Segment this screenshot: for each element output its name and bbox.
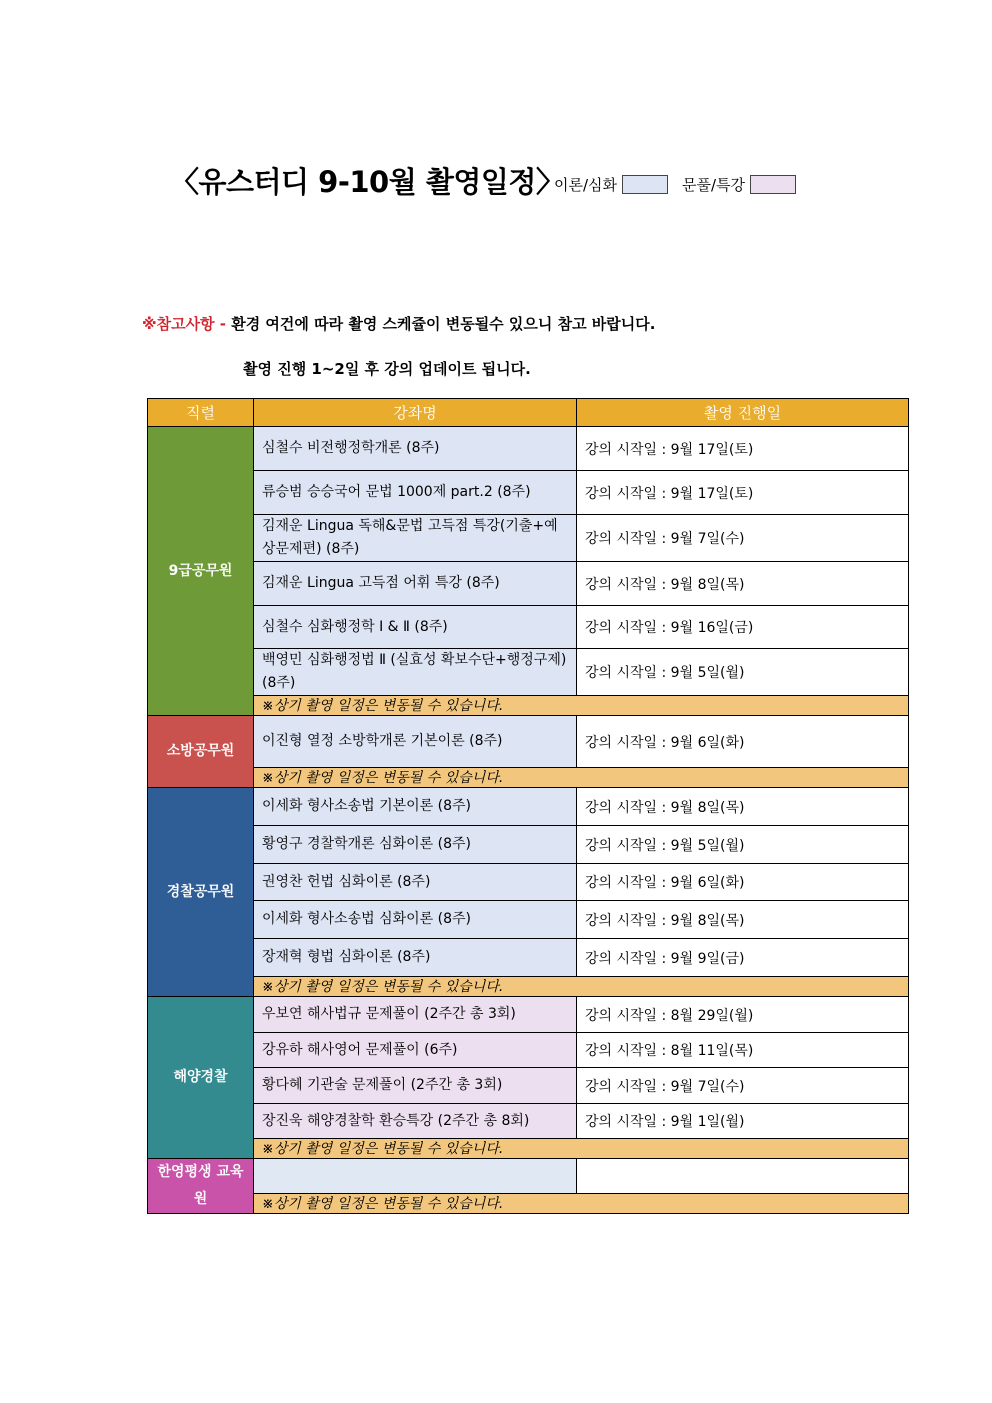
table-header-row bbox=[148, 399, 909, 427]
category-cell: 한영평생 교육원 bbox=[148, 1159, 254, 1214]
course-cell: 이진형 열정 소방학개론 기본이론 (8주) bbox=[254, 716, 577, 768]
table-row bbox=[148, 939, 909, 977]
table-row bbox=[148, 515, 909, 562]
course-cell: 황영구 경찰학개론 심화이론 (8주) bbox=[254, 826, 577, 864]
change-note-row bbox=[148, 696, 909, 716]
change-note: ※상기 촬영 일정은 변동될 수 있습니다. bbox=[254, 1194, 909, 1214]
change-note: ※상기 촬영 일정은 변동될 수 있습니다. bbox=[254, 1139, 909, 1159]
schedule-table bbox=[147, 398, 909, 1214]
date-cell: 강의 시작일 : 9월 7일(수) bbox=[577, 515, 909, 562]
table-row bbox=[148, 997, 909, 1033]
change-note: ※상기 촬영 일정은 변동될 수 있습니다. bbox=[254, 696, 909, 716]
change-note-row bbox=[148, 977, 909, 997]
date-cell bbox=[577, 1159, 909, 1194]
date-cell: 강의 시작일 : 9월 8일(목) bbox=[577, 788, 909, 826]
date-cell: 강의 시작일 : 8월 29일(월) bbox=[577, 997, 909, 1033]
course-cell: 김재운 Lingua 고득점 어휘 특강 (8주) bbox=[254, 562, 577, 606]
update-note: 촬영 진행 1~2일 후 강의 업데이트 됩니다. bbox=[243, 360, 531, 378]
course-cell: 심철수 비전행정학개론 (8주) bbox=[254, 427, 577, 471]
category-cell: 소방공무원 bbox=[148, 716, 254, 788]
date-cell: 강의 시작일 : 9월 17일(토) bbox=[577, 471, 909, 515]
date-cell: 강의 시작일 : 9월 8일(목) bbox=[577, 901, 909, 939]
date-cell: 강의 시작일 : 9월 9일(금) bbox=[577, 939, 909, 977]
course-cell bbox=[254, 1159, 577, 1194]
date-cell: 강의 시작일 : 9월 7일(수) bbox=[577, 1068, 909, 1104]
legend-label-theory: 이론/심화 bbox=[554, 176, 618, 194]
change-note-row bbox=[148, 1194, 909, 1214]
course-cell: 이세화 형사소송법 심화이론 (8주) bbox=[254, 901, 577, 939]
date-cell: 강의 시작일 : 9월 5일(월) bbox=[577, 649, 909, 696]
category-cell: 해양경찰 bbox=[148, 997, 254, 1159]
table-row bbox=[148, 606, 909, 649]
title-row bbox=[170, 160, 870, 210]
change-note: ※상기 촬영 일정은 변동될 수 있습니다. bbox=[254, 977, 909, 997]
change-note: ※상기 촬영 일정은 변동될 수 있습니다. bbox=[254, 768, 909, 788]
course-cell: 이세화 형사소송법 기본이론 (8주) bbox=[254, 788, 577, 826]
table-row bbox=[148, 826, 909, 864]
change-note-row bbox=[148, 1139, 909, 1159]
reference-note bbox=[142, 313, 655, 334]
date-cell: 강의 시작일 : 9월 6일(화) bbox=[577, 716, 909, 768]
date-cell: 강의 시작일 : 8월 11일(목) bbox=[577, 1033, 909, 1068]
change-note-row bbox=[148, 768, 909, 788]
course-cell: 황다혜 기관술 문제풀이 (2주간 총 3회) bbox=[254, 1068, 577, 1104]
course-cell: 백영민 심화행정법 Ⅱ (실효성 확보수단+행정구제) (8주) bbox=[254, 649, 577, 696]
category-cell: 9급공무원 bbox=[148, 427, 254, 716]
table-row bbox=[148, 1104, 909, 1139]
table-row bbox=[148, 1159, 909, 1194]
date-cell: 강의 시작일 : 9월 6일(화) bbox=[577, 864, 909, 901]
date-cell: 강의 시작일 : 9월 16일(금) bbox=[577, 606, 909, 649]
page-title: 〈유스터디 9-10월 촬영일정〉 bbox=[170, 165, 565, 199]
course-cell: 장재혁 형법 심화이론 (8주) bbox=[254, 939, 577, 977]
course-cell: 권영찬 헌법 심화이론 (8주) bbox=[254, 864, 577, 901]
table-row bbox=[148, 1033, 909, 1068]
table-row bbox=[148, 788, 909, 826]
legend-swatch-theory bbox=[622, 175, 668, 194]
date-cell: 강의 시작일 : 9월 1일(월) bbox=[577, 1104, 909, 1139]
header-category: 직렬 bbox=[148, 399, 254, 427]
course-cell: 김재운 Lingua 독해&문법 고득점 특강(기출+예상문제편) (8주) bbox=[254, 515, 577, 562]
table-row bbox=[148, 864, 909, 901]
table-row bbox=[148, 471, 909, 515]
course-cell: 심철수 심화행정학 Ⅰ & Ⅱ (8주) bbox=[254, 606, 577, 649]
reference-note-text: 환경 여건에 따라 촬영 스케쥴이 변동될수 있으니 참고 바랍니다. bbox=[231, 315, 656, 333]
reference-note-prefix: ※참고사항 - bbox=[142, 315, 226, 333]
table-row bbox=[148, 716, 909, 768]
category-cell: 경찰공무원 bbox=[148, 788, 254, 997]
table-row bbox=[148, 1068, 909, 1104]
header-course: 강좌명 bbox=[254, 399, 577, 427]
date-cell: 강의 시작일 : 9월 8일(목) bbox=[577, 562, 909, 606]
course-cell: 류승범 승승국어 문법 1000제 part.2 (8주) bbox=[254, 471, 577, 515]
legend-swatch-practice bbox=[750, 175, 796, 194]
table-row bbox=[148, 562, 909, 606]
course-cell: 장진욱 해양경찰학 환승특강 (2주간 총 8회) bbox=[254, 1104, 577, 1139]
table-row bbox=[148, 427, 909, 471]
header-date: 촬영 진행일 bbox=[577, 399, 909, 427]
table-row bbox=[148, 901, 909, 939]
table-row bbox=[148, 649, 909, 696]
date-cell: 강의 시작일 : 9월 5일(월) bbox=[577, 826, 909, 864]
legend-label-practice: 문풀/특강 bbox=[682, 176, 746, 194]
course-cell: 강유하 해사영어 문제풀이 (6주) bbox=[254, 1033, 577, 1068]
date-cell: 강의 시작일 : 9월 17일(토) bbox=[577, 427, 909, 471]
course-cell: 우보연 해사법규 문제풀이 (2주간 총 3회) bbox=[254, 997, 577, 1033]
